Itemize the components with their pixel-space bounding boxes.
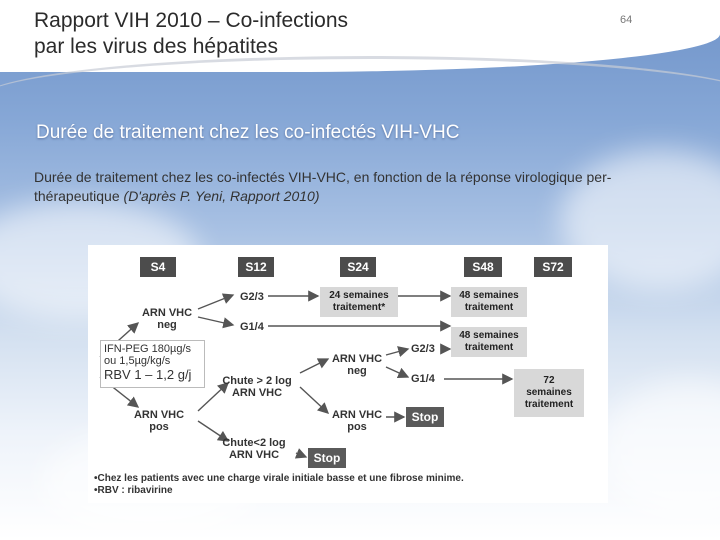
arrow-neg-g14 — [198, 317, 233, 325]
page-number: 64 — [620, 14, 633, 26]
start-dose-ifn: IFN-PEG 180µg/s — [104, 343, 192, 355]
start-dose-alt: ou 1,5µg/kg/s — [104, 355, 171, 367]
genotype-g23-top: G2/3 — [240, 291, 264, 303]
genotype-g14-top: G1/4 — [240, 321, 264, 333]
node-chute-lt2: Chute<2 log ARN VHC — [222, 437, 286, 461]
arrow-neg-g23 — [198, 295, 233, 309]
footnote: •RBV : ribavirine — [94, 485, 173, 496]
node-arn-neg-s24: ARN VHC neg — [331, 353, 383, 377]
description — [34, 168, 634, 206]
start-dose-rbv: RBV 1 – 1,2 g/j — [104, 367, 192, 382]
node-arn-pos-s4: ARN VHC pos — [133, 409, 185, 433]
node-arn-neg-s4: ARN VHC neg — [141, 307, 193, 331]
genotype-g23-mid: G2/3 — [411, 343, 435, 355]
footnotes — [94, 473, 464, 497]
node-chute-gt2: Chute > 2 log ARN VHC — [222, 375, 292, 399]
arrow-chute-stop — [296, 453, 306, 457]
footnote: •Chez les patients avec une charge virale initiale basse et une fibrose minime. — [94, 473, 464, 484]
week-label: S4 — [140, 257, 176, 277]
genotype-g14-mid: G1/4 — [411, 373, 435, 385]
source-citation: (D'après P. Yeni, Rapport 2010) — [123, 188, 320, 204]
box-48-weeks-top: 48 semaines traitement — [451, 287, 527, 317]
box-24-weeks: 24 semaines traitement* — [320, 287, 398, 317]
week-label: S72 — [534, 257, 572, 277]
box-48-weeks-mid: 48 semaines traitement — [451, 327, 527, 357]
node-arn-pos-s24: ARN VHC pos — [331, 409, 383, 433]
stop-box-s24: Stop — [406, 407, 444, 427]
stop-box-s12: Stop — [308, 448, 346, 468]
week-label: S48 — [464, 257, 502, 277]
slide-title: Rapport VIH 2010 – Co-infections par les virus des hépatites — [34, 9, 349, 58]
box-72-weeks: 72 semaines traitement — [514, 369, 584, 417]
week-label: S24 — [340, 257, 376, 277]
description-text: Durée de traitement chez les co-infectés VIH-VHC, en fonction de la réponse virologique per-thérapeutique — [34, 169, 612, 204]
week-label: S12 — [238, 257, 274, 277]
section-heading: Durée de traitement chez les co-infectés VIH-VHC — [36, 122, 460, 143]
start-treatment-box — [100, 340, 205, 388]
